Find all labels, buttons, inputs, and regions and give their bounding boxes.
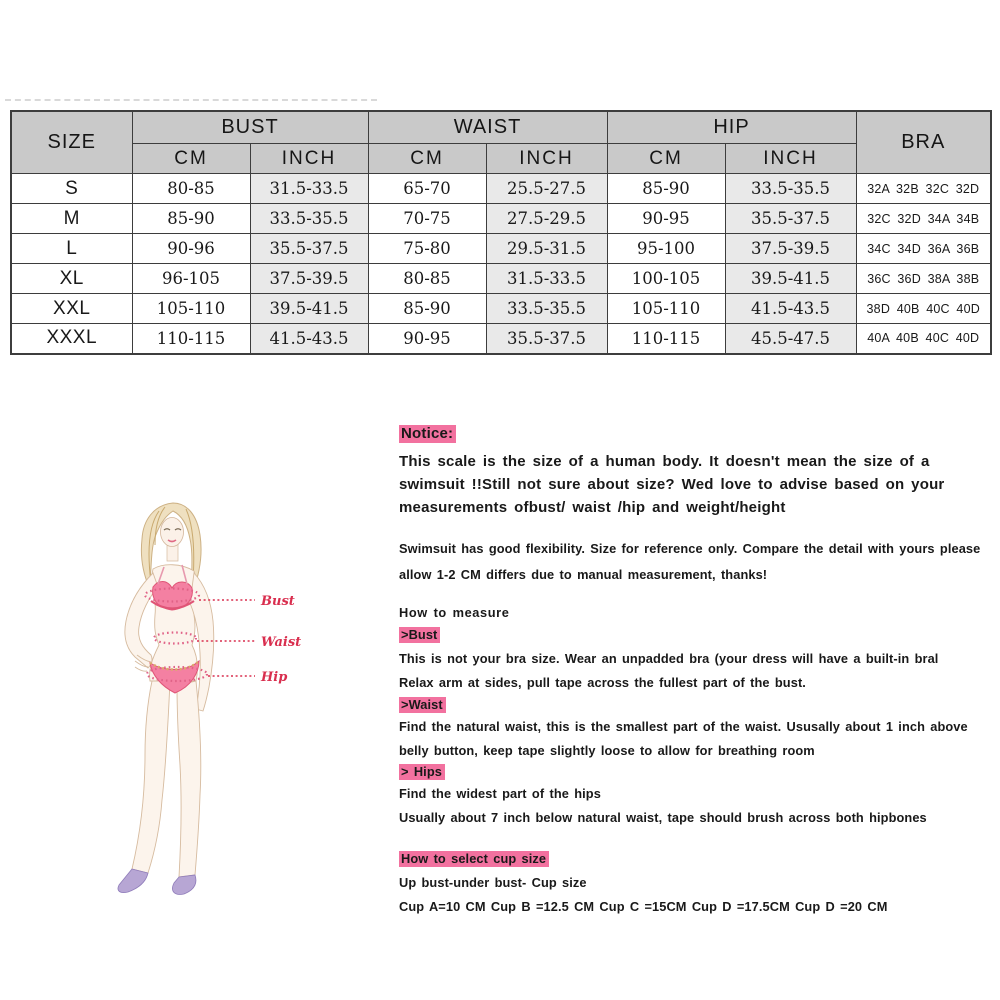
bust-instruction-line: Relax arm at sides, pull tape across the fullest part of the bust.: [399, 675, 806, 690]
cell-waist-cm: 80-85: [368, 264, 486, 294]
notice-title: [399, 425, 456, 442]
notice-line: swimsuit !!Still not sure about size? Wed love to advise based on your: [399, 476, 945, 493]
cell-waist-inch: 33.5-35.5: [486, 294, 607, 324]
figure-left-leg: [132, 681, 170, 873]
cell-bust-cm: 110-115: [132, 324, 250, 354]
hips-instruction-line: Usually about 7 inch below natural waist, tape should brush across both hipbones: [399, 810, 927, 825]
cell-waist-cm: 90-95: [368, 324, 486, 354]
cell-size: M: [11, 204, 132, 234]
table-row: [11, 324, 991, 354]
cell-waist-cm: 65-70: [368, 174, 486, 204]
cell-hip-inch: 37.5-39.5: [725, 234, 856, 264]
cell-waist-inch: 31.5-33.5: [486, 264, 607, 294]
cell-bust-cm: 105-110: [132, 294, 250, 324]
cell-hip-cm: 85-90: [607, 174, 725, 204]
header-size: SIZE: [11, 111, 132, 174]
cell-waist-inch: 29.5-31.5: [486, 234, 607, 264]
table-subheader-row: [11, 144, 991, 174]
cell-hip-cm: 90-95: [607, 204, 725, 234]
table-row: [11, 174, 991, 204]
table-header-row: [11, 111, 991, 144]
bust-instruction-line: This is not your bra size. Wear an unpadded bra (your dress will have a built-in bral: [399, 651, 939, 666]
cell-waist-inch: 25.5-27.5: [486, 174, 607, 204]
cup-size-line: Up bust-under bust- Cup size: [399, 875, 587, 890]
table-row: [11, 294, 991, 324]
cell-bust-cm: 80-85: [132, 174, 250, 204]
cell-waist-inch: 27.5-29.5: [486, 204, 607, 234]
header-waist: WAIST: [368, 111, 607, 144]
cell-hip-inch: 33.5-35.5: [725, 174, 856, 204]
cell-bust-cm: 96-105: [132, 264, 250, 294]
bust-label-text: >Bust: [399, 627, 440, 643]
cell-hip-inch: 35.5-37.5: [725, 204, 856, 234]
figure-right-shoe: [172, 875, 196, 894]
notice-line: measurements ofbust/ waist /hip and weight/height: [399, 499, 786, 516]
subheader-bust-cm: CM: [132, 144, 250, 174]
cell-hip-cm: 95-100: [607, 234, 725, 264]
cell-size: XXXL: [11, 324, 132, 354]
waist-instruction-line: belly button, keep tape slightly loose to allow for breathing room: [399, 743, 815, 758]
header-bust: BUST: [132, 111, 368, 144]
cell-bust-inch: 41.5-43.5: [250, 324, 368, 354]
decorative-dashed-line: [5, 99, 377, 101]
cell-bust-inch: 31.5-33.5: [250, 174, 368, 204]
subheader-bust-inch: INCH: [250, 144, 368, 174]
hips-instruction-line: Find the widest part of the hips: [399, 786, 601, 801]
hips-section-label: [399, 764, 445, 779]
subheader-hip-cm: CM: [607, 144, 725, 174]
table-row: [11, 234, 991, 264]
notice-title-text: Notice:: [399, 425, 456, 443]
size-table-body: [11, 174, 991, 354]
cell-bra: 38D 40B 40C 40D: [856, 294, 991, 324]
cell-hip-inch: 41.5-43.5: [725, 294, 856, 324]
instructions-column: [399, 423, 981, 923]
figure-left-shoe: [118, 869, 148, 893]
cell-hip-cm: 100-105: [607, 264, 725, 294]
waist-section-label: [399, 697, 446, 712]
cell-bust-inch: 35.5-37.5: [250, 234, 368, 264]
figure-waist-label: Waist: [261, 635, 302, 650]
waist-label-text: >Waist: [399, 697, 446, 713]
subheader-hip-inch: INCH: [725, 144, 856, 174]
waist-instruction-line: Find the natural waist, this is the smallest part of the waist. Ususally about 1 inch above: [399, 719, 968, 734]
cell-bra: 40A 40B 40C 40D: [856, 324, 991, 354]
subheader-waist-cm: CM: [368, 144, 486, 174]
cell-size: XXL: [11, 294, 132, 324]
cell-size: S: [11, 174, 132, 204]
cup-size-heading: [399, 851, 549, 866]
cell-bust-inch: 33.5-35.5: [250, 204, 368, 234]
cell-bust-inch: 37.5-39.5: [250, 264, 368, 294]
figure-bust-label: Bust: [261, 594, 295, 609]
cell-bra: 32C 32D 34A 34B: [856, 204, 991, 234]
cell-hip-cm: 105-110: [607, 294, 725, 324]
cell-waist-cm: 75-80: [368, 234, 486, 264]
figure-right-leg: [177, 681, 201, 877]
cup-size-line: Cup A=10 CM Cup B =12.5 CM Cup C =15CM Cup D =17.5CM Cup D =20 CM: [399, 899, 888, 914]
figure-hip-label: Hip: [261, 670, 288, 685]
how-to-measure-heading: How to measure: [399, 605, 510, 620]
table-row: [11, 204, 991, 234]
size-chart-table: [10, 110, 992, 355]
header-bra: BRA: [856, 111, 991, 174]
cell-bra: 36C 36D 38A 38B: [856, 264, 991, 294]
subheader-waist-inch: INCH: [486, 144, 607, 174]
flexibility-line: Swimsuit has good flexibility. Size for reference only. Compare the detail with yours please: [399, 541, 981, 556]
cell-bust-cm: 90-96: [132, 234, 250, 264]
cell-bra: 32A 32B 32C 32D: [856, 174, 991, 204]
cell-hip-inch: 39.5-41.5: [725, 264, 856, 294]
bust-section-label: [399, 627, 440, 642]
cell-size: L: [11, 234, 132, 264]
cup-size-heading-text: How to select cup size: [399, 851, 549, 867]
cell-hip-cm: 110-115: [607, 324, 725, 354]
table-row: [11, 264, 991, 294]
notice-line: This scale is the size of a human body. It doesn't mean the size of a: [399, 453, 930, 470]
cell-size: XL: [11, 264, 132, 294]
header-hip: HIP: [607, 111, 856, 144]
cell-bust-cm: 85-90: [132, 204, 250, 234]
cell-bust-inch: 39.5-41.5: [250, 294, 368, 324]
cell-bra: 34C 34D 36A 36B: [856, 234, 991, 264]
cell-waist-cm: 85-90: [368, 294, 486, 324]
flexibility-line: allow 1-2 CM differs due to manual measurement, thanks!: [399, 567, 768, 582]
cell-hip-inch: 45.5-47.5: [725, 324, 856, 354]
hips-label-text: > Hips: [399, 764, 445, 780]
cell-waist-inch: 35.5-37.5: [486, 324, 607, 354]
cell-waist-cm: 70-75: [368, 204, 486, 234]
measurement-figure-illustration: [95, 495, 395, 915]
